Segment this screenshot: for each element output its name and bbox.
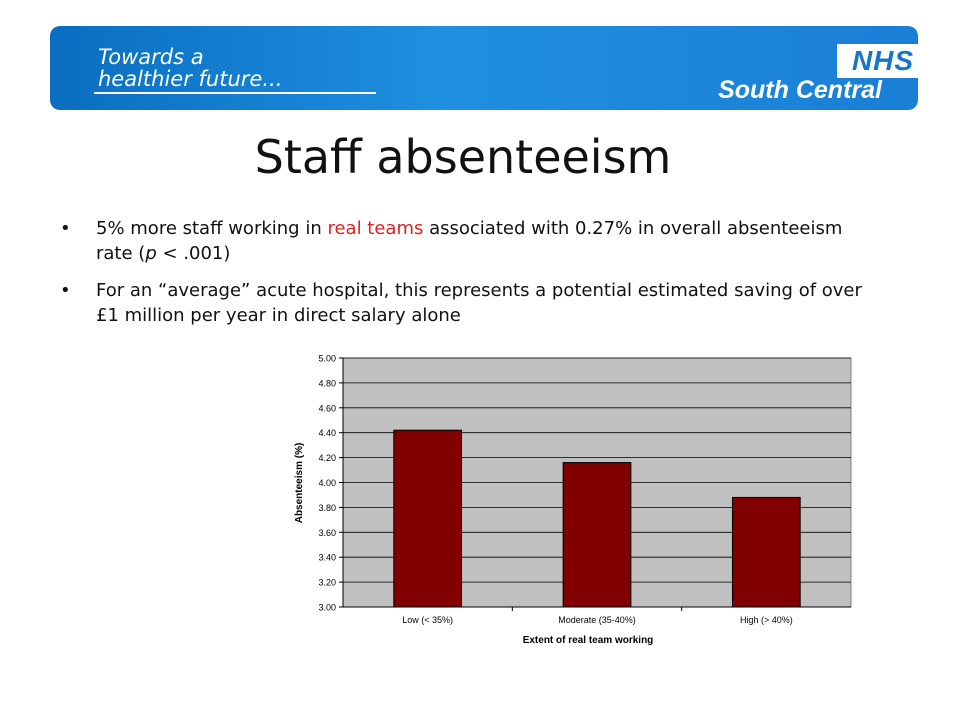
bullet-1-p-symbol: p: [145, 243, 157, 264]
bar: [394, 430, 462, 607]
tagline: [98, 46, 282, 90]
y-tick-label: 4.40: [318, 428, 336, 439]
y-tick-label: 3.80: [318, 502, 336, 513]
bullet-marker-1: •: [60, 218, 71, 239]
y-tick-label: 4.60: [318, 403, 336, 414]
nhs-logo: [837, 44, 929, 78]
x-axis-label: Extent of real team working: [522, 635, 654, 646]
absenteeism-chart: [285, 345, 865, 655]
y-tick-label: 3.60: [318, 527, 336, 538]
y-tick-label: 4.80: [318, 378, 336, 389]
bullet-item-1: [60, 216, 880, 266]
slide-title: Staff absenteeism: [254, 130, 672, 184]
y-tick-label: 5.00: [318, 353, 336, 364]
y-tick-label: 4.00: [318, 478, 336, 488]
y-tick-labels: [318, 354, 343, 613]
x-tick-label: Low (< 35%): [402, 615, 454, 625]
y-tick-label: 3.20: [318, 577, 336, 588]
bullet-2-text: For an “average” acute hospital, this represents a potential estimated saving of over £1 million per year in direct salary alone: [96, 280, 862, 326]
y-axis-label: Absenteeism (%): [294, 442, 305, 524]
bullet-1-text-end: < .001): [156, 243, 231, 264]
org-name: South Central: [718, 76, 882, 104]
tagline-underline: [94, 92, 376, 94]
tagline-line1: Towards a: [98, 45, 204, 69]
bullet-1-text-mid: associated with 0.27% in overall absenteeism rate (: [96, 218, 843, 264]
bullet-list: [60, 216, 880, 340]
nhs-logo-text: NHS: [851, 45, 915, 76]
bullet-1-text-start: 5% more staff working in: [96, 218, 328, 239]
bullet-marker-2: •: [60, 280, 71, 301]
y-tick-label: 3.40: [318, 552, 336, 563]
bar: [563, 463, 631, 607]
x-tick-labels: [402, 607, 792, 625]
bar: [732, 497, 800, 607]
bullet-1-highlight: real teams: [327, 218, 424, 239]
y-tick-label: 4.20: [318, 453, 336, 464]
header-banner: [50, 26, 918, 110]
x-tick-label: High (> 40%): [739, 615, 793, 625]
tagline-line2: healthier future...: [98, 67, 283, 91]
bullet-item-2: [60, 278, 880, 328]
x-tick-label: Moderate (35-40%): [558, 615, 636, 625]
y-tick-label: 3.00: [318, 602, 336, 613]
